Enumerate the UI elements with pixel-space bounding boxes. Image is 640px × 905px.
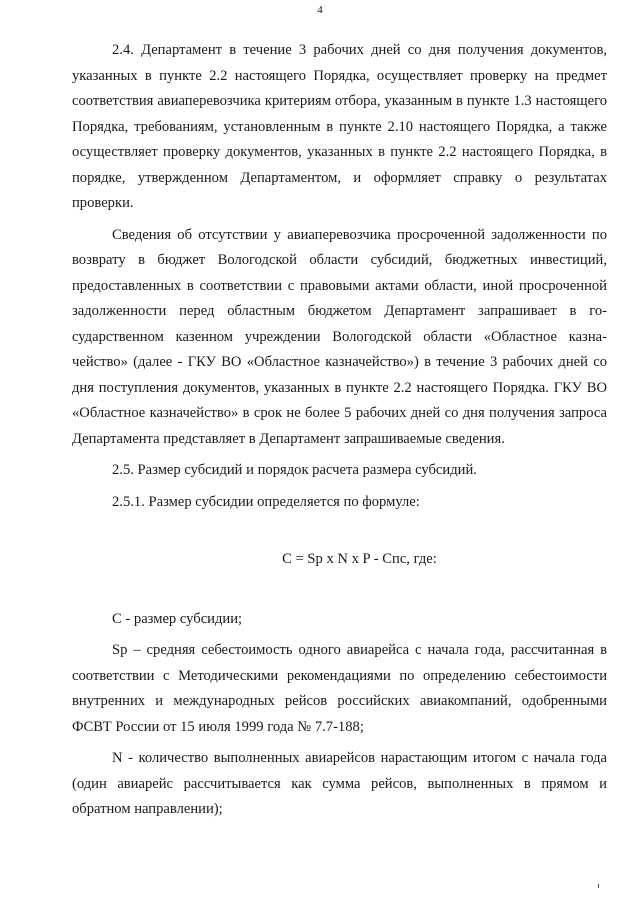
paragraph-treasury-request: Сведения об отсутствии у авиаперевозчика просроченной задолженности по возврату в бюджет Вологодской области субсидий, бюджетных инвестиций, предоставленных в соответствии с правовыми актами области, иной просроченной задолженности перед областным бюджетом Департамент запрашивает в государственном казенном учреждении Вологодской области «Областное казначейство» (далее - ГКУ ВО «Областное казначейство») в течение 3 рабочих дней со дня поступления документов, указанных в пункте 2.2 настоящего Порядка. ГКУ ВО «Областное казначейство» в срок не более 5 рабочих дней со дня получения запроса Департамента представляет в Департамент запрашиваемые сведения. xyxy=(72,226,607,447)
paragraph-2-4: 2.4. Департамент в течение 3 рабочих дней со дня получения документов, указанных в пункте 2.2 настоящего Порядка, осуществляет проверку на предмет соответствия авиаперевозчика критериям отбора, указанным в пункте 1.3 настоящего Порядка, требованиям, установленным в пункте 2.10 настоящего Порядка, а также осуществляет проверку документов, указанных в пункте 2.2 настоящего Порядка, в порядке, утвержденном Департаментом, и оформляет справку о результатах проверки. xyxy=(72,42,607,211)
scan-mark xyxy=(598,884,599,888)
definition-n: N - количество выполненных авиарейсов нарастающим итогом с начала года (один авиарейс рассчитывается как сумма рейсов, выполненных в прямом и обратном направлении); xyxy=(72,750,607,817)
document-body xyxy=(72,38,607,823)
definition-sp: Sp – средняя себестоимость одного авиарейса с начала года, рассчитанная в соответствии с Методическими рекомендациями по определению себестоимости внутренних и международных рейсов российских авиакомпаний, одобренными ФСВТ России от 15 июля 1999 года № 7.7-188; xyxy=(72,642,607,735)
page-number: 4 xyxy=(317,4,323,16)
definition-c: С - размер субсидии; xyxy=(112,610,243,627)
paragraph-2-5: 2.5. Размер субсидий и порядок расчета размера субсидий. xyxy=(112,462,477,478)
subsidy-formula: С = Sp x N x P - Cпс, где: xyxy=(282,551,437,567)
paragraph-2-5-1: 2.5.1. Размер субсидии определяется по формуле: xyxy=(112,493,420,510)
